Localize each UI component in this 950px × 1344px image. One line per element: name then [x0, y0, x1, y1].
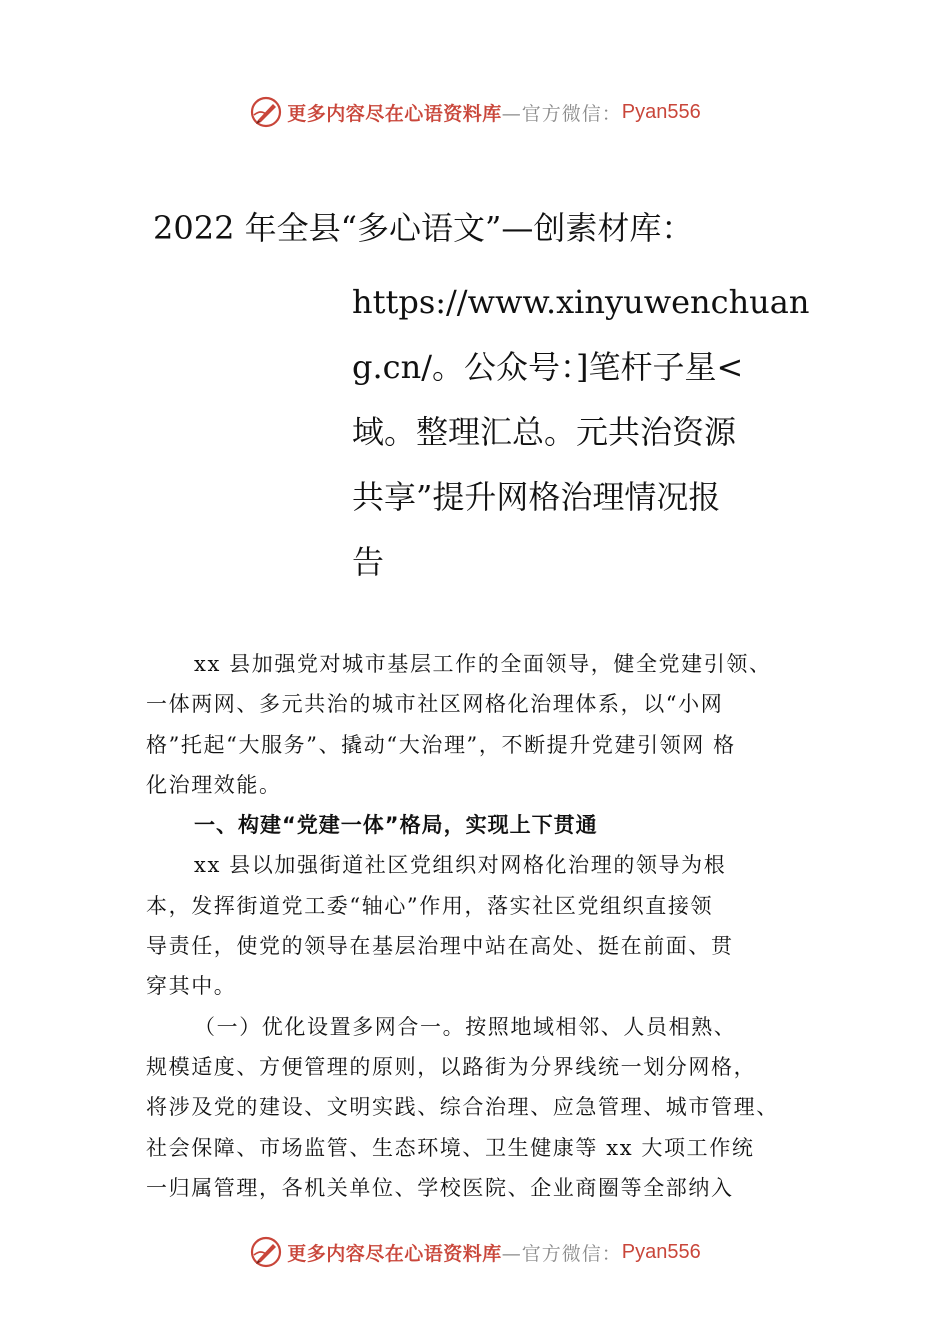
paragraph-3-line: 社会保障、市场监管、生态环境、卫生健康等 xx 大项工作统 — [146, 1135, 755, 1160]
paragraph-3-line: 将涉及党的建设、文明实践、综合治理、应急管理、城市管理、 — [146, 1095, 779, 1120]
banner-wechat-id: Pyan556 — [621, 1240, 701, 1263]
footer-banner — [0, 1232, 950, 1272]
paragraph-1-line: 格”托起“大服务”、撬动“大治理”，不断提升党建引领网 格 — [146, 732, 736, 757]
title-line: g.cn/。公众号：]笔杆子星< — [352, 348, 744, 386]
paragraph-3-line: （一）优化设置多网合一。按照地域相邻、人员相熟、 — [194, 1014, 737, 1039]
banner-brand: 更多内容尽在心语资料库 — [287, 1242, 502, 1265]
document-title-line1: 2022 年全县“多心语文”—创素材库： — [153, 209, 694, 247]
paragraph-2-line: 导责任，使党的领导在基层治理中站在高处、挺在前面、贯 — [146, 934, 734, 959]
paragraph-2-line: 本，发挥街道党工委“轴心”作用，落实社区党组织直接领 — [146, 893, 714, 918]
banner-separator: —官方微信： — [501, 1242, 622, 1265]
title-line: 告 — [352, 543, 385, 581]
document-title-block — [352, 270, 812, 595]
paragraph-1-line: 一体两网、多元共治的城市社区网格化治理体系，以“小网 — [146, 692, 724, 717]
header-banner — [0, 92, 950, 132]
title-line: 共享”提升网格治理情况报 — [352, 478, 721, 516]
document-body — [146, 644, 836, 1208]
banner-separator: —官方微信： — [501, 102, 622, 125]
paragraph-2-line: xx 县以加强街道社区党组织对网格化治理的领导为根 — [194, 853, 727, 878]
paragraph-1-line: 化治理效能。 — [146, 772, 282, 797]
banner-wechat-id: Pyan556 — [621, 100, 701, 123]
paragraph-1-line: xx 县加强党对城市基层工作的全面领导，健全党建引领、 — [194, 652, 772, 676]
paragraph-3-line: 规模适度、方便管理的原则，以路街为分界线统一划分网格， — [146, 1054, 757, 1079]
title-line: https://www.xinyuwenchuan — [352, 283, 810, 321]
pen-logo-icon — [249, 95, 283, 129]
banner-brand: 更多内容尽在心语资料库 — [287, 102, 502, 125]
title-line: 域。整理汇总。元共治资源 — [352, 413, 737, 451]
paragraph-2-line: 穿其中。 — [146, 974, 237, 999]
pen-logo-icon — [249, 1235, 283, 1269]
section-heading-1: 一、构建“党建一体”格局，实现上下贯通 — [194, 813, 598, 838]
paragraph-3-line: 一归属管理，各机关单位、学校医院、企业商圈等全部纳入 — [146, 1175, 734, 1200]
